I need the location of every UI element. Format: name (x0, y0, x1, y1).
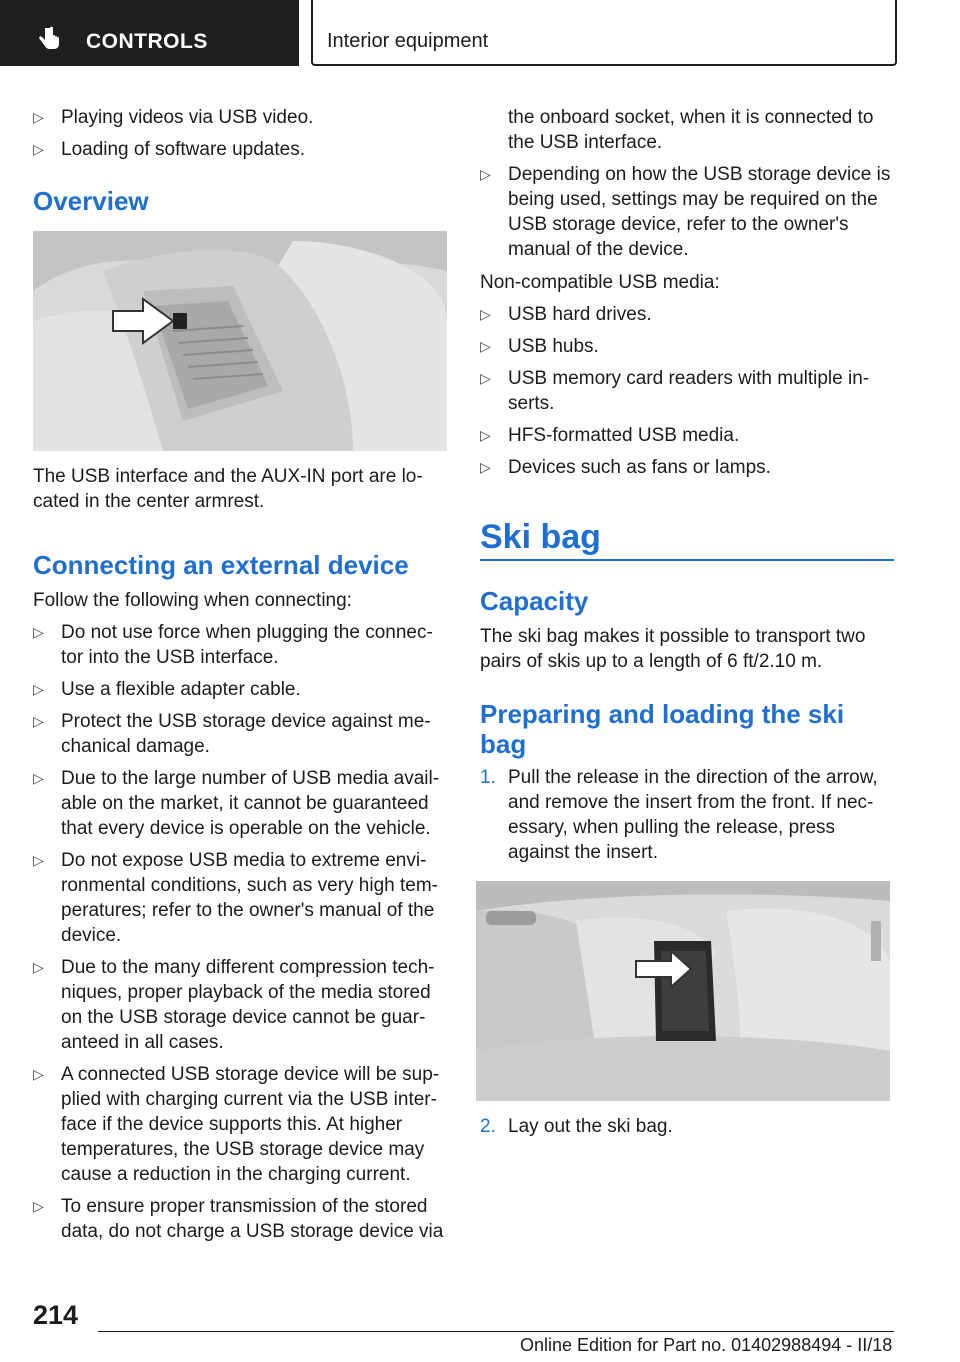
list-item: ▷ Protect the USB storage device against me-chanical damage. (33, 711, 431, 757)
triangle-bullet-icon: ▷ (480, 427, 491, 443)
list-item: ▷ Do not use force when plugging the connec-tor into the USB interface. (33, 622, 433, 668)
list-item: ▷ Loading of software updates. (33, 139, 306, 160)
list-item: ▷ Use a flexible adapter cable. (33, 679, 301, 700)
triangle-bullet-icon: ▷ (33, 141, 44, 157)
triangle-bullet-icon: ▷ (33, 681, 44, 697)
triangle-bullet-icon: ▷ (33, 1066, 44, 1082)
triangle-bullet-icon: ▷ (33, 770, 44, 786)
list-item: ▷ Playing videos via USB video. (33, 107, 314, 128)
capacity-text: The ski bag makes it possible to transport two pairs of skis up to a length of 6 ft/2.10 m. (480, 626, 866, 672)
list-item: ▷ Do not expose USB media to extreme envi-ronmental conditions, such as very high tem-peratures; refer to the owner's manual of the device. (33, 850, 439, 946)
list-item: ▷ Devices such as fans or lamps. (480, 457, 771, 478)
section-title: CONTROLS (86, 30, 208, 53)
noncompat-intro: Non-compatible USB media: (480, 272, 720, 293)
overview-text: The USB interface and the AUX-IN port are lo-cated in the center armrest. (33, 466, 423, 512)
triangle-bullet-icon: ▷ (33, 109, 44, 125)
list-item: ▷ USB hard drives. (480, 304, 652, 325)
step-number: 1. (480, 767, 496, 788)
capacity-heading: Capacity (480, 586, 589, 616)
hand-pointer-icon (36, 26, 62, 52)
triangle-bullet-icon: ▷ (480, 370, 491, 386)
connect-heading: Connecting an external device (33, 550, 409, 580)
heading-rule (480, 559, 894, 561)
triangle-bullet-icon: ▷ (33, 1198, 44, 1214)
list-item: ▷ USB hubs. (480, 336, 599, 357)
ski-bag-heading: Ski bag (480, 518, 601, 556)
armrest-illustration (33, 231, 447, 451)
step-number: 2. (480, 1116, 496, 1137)
prep-heading: Preparing and loading the ski bag (480, 699, 845, 759)
footer-rule (98, 1331, 894, 1332)
triangle-bullet-icon: ▷ (480, 338, 491, 354)
connect-intro: Follow the following when connecting: (33, 590, 352, 611)
list-item: ▷ To ensure proper transmission of the stored data, do not charge a USB storage device via (33, 1196, 444, 1242)
triangle-bullet-icon: ▷ (480, 459, 491, 475)
triangle-bullet-icon: ▷ (33, 959, 44, 975)
step-item: 2. Lay out the ski bag. (480, 1116, 673, 1137)
overview-heading: Overview (33, 186, 149, 216)
list-item: ▷ Due to the large number of USB media avail-able on the market, it cannot be guaranteed that every device is operable on the vehicle. (33, 768, 440, 839)
continued-text: the onboard socket, when it is connected to the USB interface. (508, 107, 874, 153)
triangle-bullet-icon: ▷ (33, 852, 44, 868)
list-item: ▷ A connected USB storage device will be sup-plied with charging current via the USB inter-face if the device supports this. At higher temperatures, the USB storage device may cause a reduction in the charging current. (33, 1064, 440, 1185)
rear-seat-illustration (476, 881, 890, 1101)
list-item: ▷ Depending on how the USB storage device is being used, settings may be required on the USB storage device, refer to the owner's manual of the device. (480, 164, 891, 260)
armrest-photo (33, 231, 447, 451)
list-item: ▷ HFS-formatted USB media. (480, 425, 740, 446)
chapter-tab (311, 0, 897, 66)
step-item: 1. Pull the release in the direction of the arrow, and remove the insert from the front. If nec-essary, when pulling the release, press against the insert. (480, 767, 878, 863)
triangle-bullet-icon: ▷ (480, 306, 491, 322)
triangle-bullet-icon: ▷ (33, 624, 44, 640)
page-number: 214 (33, 1300, 79, 1330)
section-tab (0, 0, 299, 66)
chapter-title: Interior equipment (327, 30, 489, 52)
edition-text: Online Edition for Part no. 01402988494 - II/18 (520, 1335, 893, 1355)
triangle-bullet-icon: ▷ (33, 713, 44, 729)
list-item: ▷ USB memory card readers with multiple in-serts. (480, 368, 870, 414)
rear-seat-photo (476, 881, 890, 1101)
list-item: ▷ Due to the many different compression tech-niques, proper playback of the media stored on the USB storage device cannot be guar-anteed in all cases. (33, 957, 435, 1053)
triangle-bullet-icon: ▷ (480, 166, 491, 182)
